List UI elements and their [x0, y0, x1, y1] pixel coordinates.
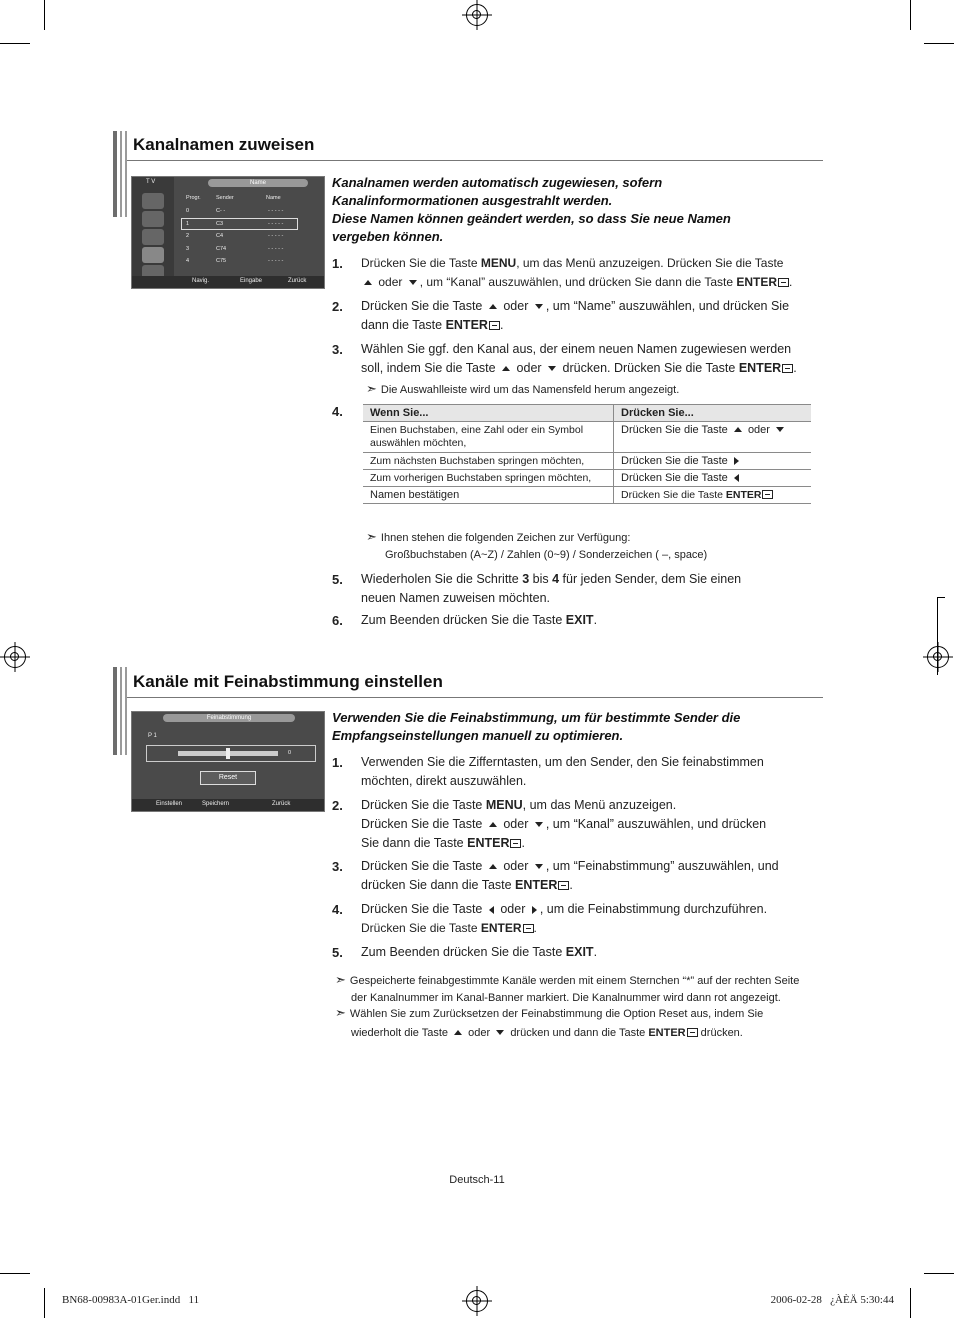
osd-row-progr: 2 — [186, 233, 190, 239]
down-arrow-icon — [535, 864, 543, 869]
down-arrow-icon — [548, 366, 556, 371]
osd-channel: P 1 — [148, 733, 157, 739]
channel-icon — [142, 247, 164, 263]
section-title: Kanäle mit Feinabstimmung einstellen — [133, 672, 443, 691]
osd-slider-handle — [226, 748, 230, 759]
step-5: 5. Zum Beenden drücken Sie die Taste EXIT. — [332, 945, 598, 960]
note-pen-icon: ➣ — [335, 1005, 346, 1020]
note: ➣ Ihnen stehen die folgenden Zeichen zur Verfügung: Großbuchstaben (A~Z) / Zahlen (0~9) / Sonderzeichen ( –, space) — [366, 529, 708, 561]
section-bar — [113, 131, 117, 217]
enter-icon — [489, 321, 500, 330]
intro-line: Diese Namen können geändert werden, so dass Sie neue Namen — [332, 211, 731, 226]
crop-mark — [0, 1273, 30, 1274]
enter-icon — [687, 1028, 698, 1037]
left-arrow-icon — [734, 474, 739, 482]
up-arrow-icon — [489, 864, 497, 869]
osd-row-name: - - - - - — [268, 220, 284, 227]
osd-row-sender: C75 — [216, 258, 227, 264]
intro-line: Verwenden Sie die Feinabstimmung, um für bestimmte Sender die — [332, 710, 741, 725]
up-arrow-icon — [734, 427, 742, 432]
step-2: 2. Drücken Sie die Taste MENU, um das Menü anzuzeigen. Drücken Sie die Taste oder , um “Kanal” auszuwählen, und drücken Sie dann die Taste ENTER . — [332, 798, 767, 850]
footer-date: 2006-02-28 ¿ÀÈÄ 5:30:44 — [770, 1294, 894, 1306]
enter-icon — [778, 278, 789, 287]
step-1: 1. Verwenden Sie die Zifferntasten, um den Sender, den Sie feinabstimmen möchten, direkt auszuwählen. — [332, 755, 764, 788]
osd-col-progr: Progr. — [186, 195, 201, 201]
osd-col-name: Name — [266, 195, 281, 201]
crop-mark — [44, 0, 45, 30]
intro-line: vergeben können. — [332, 229, 444, 244]
osd-finetune-menu — [131, 711, 325, 812]
down-arrow-icon — [496, 1030, 504, 1035]
step-3: 3. Drücken Sie die Taste oder , um “Feinabstimmung” auszuwählen, und drücken Sie dann die Taste ENTER . — [332, 859, 779, 892]
registration-mark-icon — [466, 1290, 488, 1312]
intro-line: Empfangseinstellungen manuell zu optimieren. — [332, 728, 624, 743]
down-arrow-icon — [535, 304, 543, 309]
step-1: 1. Drücken Sie die Taste MENU, um das Menü anzuzeigen. Drücken Sie die Taste oder , um “Kanal” auszuwählen, und drücken Sie dann die Taste ENTER . — [332, 256, 793, 289]
osd-row-progr: 4 — [186, 258, 190, 264]
up-arrow-icon — [364, 280, 372, 285]
note-pen-icon: ➣ — [366, 381, 377, 396]
step-6: 6. Zum Beenden drücken Sie die Taste EXIT. — [332, 613, 598, 628]
key-table — [363, 404, 811, 504]
osd-row-name: - - - - - — [268, 258, 284, 264]
table-row: Namen bestätigen Drücken Sie die Taste ENTER — [363, 487, 811, 504]
section-bar — [113, 667, 117, 755]
table-header — [363, 405, 811, 422]
osd-row-name: - - - - - — [268, 245, 284, 252]
step-5: 5. Wiederholen Sie die Schritte 3 bis 4 für jeden Sender, dem Sie einen neuen Namen zuweisen möchten. — [332, 572, 742, 605]
section-title: Kanalnamen zuweisen — [133, 135, 315, 154]
crop-mark — [910, 1288, 911, 1318]
antenna-icon — [142, 193, 164, 209]
table-row: Einen Buchstaben, eine Zahl oder ein Symbol auswählen möchten, Drücken Sie die Taste oder — [363, 422, 811, 453]
picture-icon — [142, 211, 164, 227]
table-row: Zum nächsten Buchstaben springen möchten, Drücken Sie die Taste — [363, 453, 811, 470]
osd-footer — [132, 276, 324, 288]
section1-intro — [332, 174, 731, 246]
osd-footer — [132, 799, 324, 811]
osd-row-progr: 0 — [186, 208, 190, 214]
osd-row-sender: C- - — [216, 208, 226, 214]
note: ➣ Die Auswahlleiste wird um das Namensfeld herum angezeigt. — [366, 381, 680, 396]
section-bar — [125, 667, 127, 755]
osd-row-name: - - - - - — [268, 208, 284, 214]
registration-mark-icon — [466, 4, 488, 26]
step-2: 2. Drücken Sie die Taste oder , um “Name” auszuwählen, und drücken Sie dann die Taste ENTER . — [332, 299, 790, 332]
osd-row-progr: 1 — [186, 220, 190, 227]
enter-icon — [558, 881, 569, 890]
right-arrow-icon — [734, 457, 739, 465]
osd-tab: Name — [208, 179, 308, 187]
crop-mark — [0, 43, 30, 44]
crop-mark — [937, 597, 945, 598]
osd-row-progr: 3 — [186, 245, 190, 252]
up-arrow-icon — [489, 822, 497, 827]
note: ➣ Gespeicherte feinabgestimmte Kanäle werden mit einem Sternchen “*” auf der rechten Seite der Kanalnummer im Kanal-Banner markiert. Die Kanalnummer wird dann rot angezeigt. — [335, 972, 800, 1004]
intro-line: Kanalnamen werden automatisch zugewiesen, sofern — [332, 175, 663, 190]
osd-tv-label: T V — [146, 179, 156, 185]
crop-mark — [924, 43, 954, 44]
step-3: 3. Wählen Sie ggf. den Kanal aus, der einem neuen Namen zugewiesen werden soll, indem Sie die Taste oder drücken. Drücken Sie die Taste ENTER . — [332, 342, 797, 375]
osd-footer-back: Zurück — [288, 278, 307, 284]
enter-icon — [523, 924, 534, 933]
step-4: 4. Drücken Sie die Taste oder , um die Feinabstimmung durchzuführen. Drücken Sie die Taste ENTER . — [332, 902, 768, 935]
left-arrow-icon — [489, 906, 494, 914]
osd-row-name: - - - - - — [268, 233, 284, 239]
section-bar — [120, 131, 122, 217]
down-arrow-icon — [776, 427, 784, 432]
down-arrow-icon — [409, 280, 417, 285]
up-arrow-icon — [454, 1030, 462, 1035]
section-bar — [125, 131, 127, 217]
osd-footer-back: Zurück — [272, 801, 291, 807]
footer-file: BN68-00983A-01Ger.indd 11 — [62, 1294, 200, 1306]
intro-line: Kanalinformormationen ausgestrahlt werden. — [332, 193, 613, 208]
note: ➣ Wählen Sie zum Zurücksetzen der Feinabstimmung die Option Reset aus, indem Sie wiederholt die Taste oder drücken und dann die Taste ENTER drücken. — [335, 1005, 764, 1039]
table-row: Zum vorherigen Buchstaben springen möchten, Drücken Sie die Taste — [363, 470, 811, 487]
osd-slider-value: 0 — [288, 750, 292, 756]
osd-footer-enter: Eingabe — [240, 278, 263, 284]
registration-mark-icon — [927, 646, 949, 668]
table-header-cell: Wenn Sie... — [363, 405, 614, 422]
osd-tab: Feinabstimmung — [163, 714, 295, 722]
osd-reset-button: Reset — [200, 771, 256, 785]
enter-icon — [762, 490, 773, 499]
registration-mark-icon — [4, 646, 26, 668]
up-arrow-icon — [489, 304, 497, 309]
osd-col-sender: Sender — [216, 195, 234, 201]
crop-mark — [910, 0, 911, 30]
page-number: Deutsch-11 — [449, 1174, 505, 1186]
enter-icon — [510, 839, 521, 848]
section-rule — [127, 160, 823, 161]
osd-footer-save: Speichern — [202, 801, 230, 807]
osd-footer-adjust: Einstellen — [156, 801, 183, 807]
enter-icon — [782, 364, 793, 373]
crop-mark — [44, 1288, 45, 1318]
right-arrow-icon — [532, 906, 537, 914]
note-pen-icon: ➣ — [335, 972, 346, 987]
osd-footer-nav: Navig. — [192, 278, 210, 284]
crop-mark — [924, 1273, 954, 1274]
section-bar — [120, 667, 122, 755]
down-arrow-icon — [535, 822, 543, 827]
osd-name-menu — [131, 176, 325, 289]
note-pen-icon: ➣ — [366, 529, 377, 544]
section-rule — [127, 697, 823, 698]
sound-icon — [142, 229, 164, 245]
osd-selection-box — [181, 218, 298, 230]
osd-row-sender: C4 — [216, 233, 224, 239]
osd-row-sender: C74 — [216, 245, 227, 252]
osd-row-sender: C3 — [216, 220, 224, 227]
table-header-cell: Drücken Sie... — [614, 405, 812, 422]
section2-intro — [332, 709, 740, 745]
up-arrow-icon — [502, 366, 510, 371]
